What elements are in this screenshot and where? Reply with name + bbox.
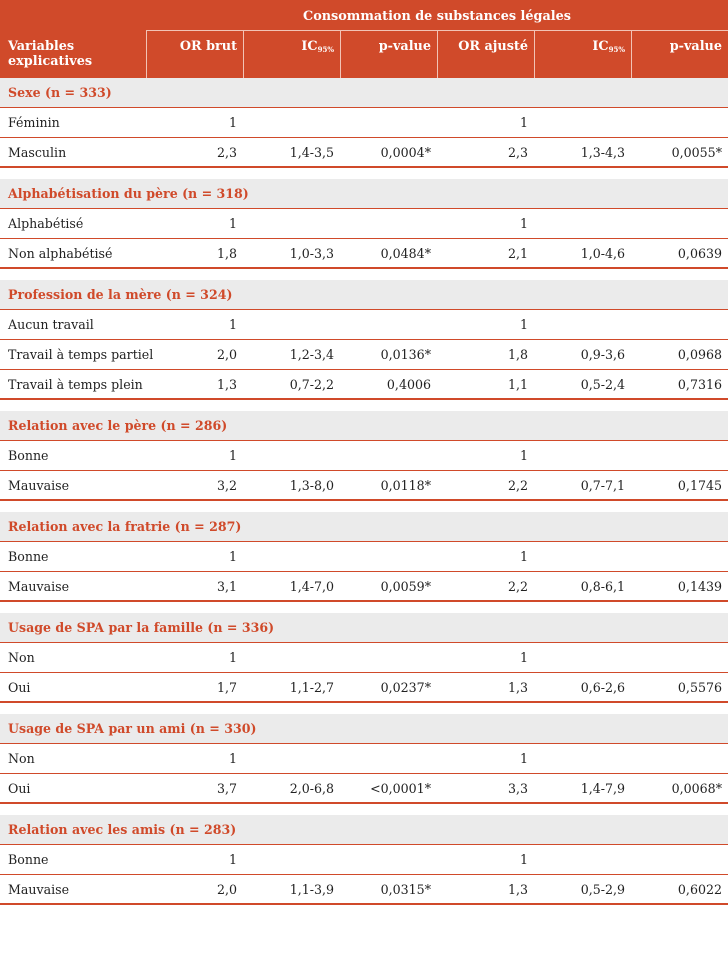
results-table <box>0 78 728 905</box>
table-row <box>0 441 728 471</box>
row-label: Oui <box>8 680 31 695</box>
table-row <box>0 875 728 905</box>
ic-brut-cell: 1,4-3,5 <box>289 145 334 160</box>
or-ajuste-cell: 1,3 <box>507 680 528 695</box>
or-brut-cell: 3,1 <box>216 579 237 594</box>
p-ajuste-cell: 0,0055* <box>671 145 722 160</box>
row-label: Alphabétisé <box>8 216 84 231</box>
header-or-ajuste: OR ajusté <box>458 39 528 54</box>
group-title: Relation avec le père (n = 286) <box>0 411 728 441</box>
or-ajuste-cell: 2,3 <box>507 145 528 160</box>
group-title: Usage de SPA par la famille (n = 336) <box>0 613 728 643</box>
p-brut-cell: <0,0001* <box>370 781 431 796</box>
p-ajuste-cell: 0,1439 <box>677 579 722 594</box>
p-brut-cell: 0,0484* <box>380 246 431 261</box>
ic-brut-cell: 1,1-3,9 <box>289 882 334 897</box>
ic-ajuste-cell: 0,5-2,9 <box>580 882 625 897</box>
p-brut-cell: 0,0237* <box>380 680 431 695</box>
ic-ajuste-cell: 0,8-6,1 <box>580 579 625 594</box>
row-label: Travail à temps partiel <box>8 347 154 362</box>
p-ajuste-cell: 0,7316 <box>677 377 722 392</box>
or-brut-cell: 1 <box>228 751 237 766</box>
row-label: Mauvaise <box>8 478 70 493</box>
header-variables: Variables explicatives <box>8 39 93 69</box>
or-ajuste-cell: 1 <box>519 751 528 766</box>
group-spacer <box>0 501 728 512</box>
row-label: Travail à temps plein <box>8 377 143 392</box>
or-brut-cell: 1 <box>228 549 237 564</box>
or-brut-cell: 2,3 <box>216 145 237 160</box>
row-label: Mauvaise <box>8 882 70 897</box>
row-label: Non <box>8 650 35 665</box>
table-row <box>0 310 728 340</box>
or-brut-cell: 1 <box>228 317 237 332</box>
table-supertitle: Consommation de substances légales <box>303 9 571 24</box>
ic-brut-cell: 2,0-6,8 <box>289 781 334 796</box>
or-ajuste-cell: 1,3 <box>507 882 528 897</box>
or-brut-cell: 1 <box>228 448 237 463</box>
or-ajuste-cell: 2,2 <box>507 579 528 594</box>
or-ajuste-cell: 2,1 <box>507 246 528 261</box>
or-ajuste-cell: 3,3 <box>507 781 528 796</box>
ic-brut-cell: 1,1-2,7 <box>289 680 334 695</box>
ic-ajuste-cell: 1,3-4,3 <box>580 145 625 160</box>
group-spacer <box>0 703 728 714</box>
table-row <box>0 744 728 774</box>
or-brut-cell: 1,8 <box>216 246 237 261</box>
ic-ajuste-cell: 0,7-7,1 <box>580 478 625 493</box>
or-brut-cell: 1 <box>228 115 237 130</box>
p-ajuste-cell: 0,6022 <box>677 882 722 897</box>
p-brut-cell: 0,0004* <box>380 145 431 160</box>
group-spacer <box>0 400 728 411</box>
or-brut-cell: 2,0 <box>216 347 237 362</box>
group-spacer <box>0 168 728 179</box>
group-title: Relation avec la fratrie (n = 287) <box>0 512 728 542</box>
or-ajuste-cell: 1 <box>519 549 528 564</box>
p-ajuste-cell: 0,0639 <box>677 246 722 261</box>
group-spacer <box>0 804 728 815</box>
ic-brut-cell: 1,4-7,0 <box>289 579 334 594</box>
table-row <box>0 845 728 875</box>
header-ic-ajuste <box>535 31 631 78</box>
or-ajuste-cell: 2,2 <box>507 478 528 493</box>
table-header <box>0 0 728 78</box>
p-ajuste-cell: 0,0968 <box>677 347 722 362</box>
or-brut-cell: 1 <box>228 650 237 665</box>
or-ajuste-cell: 1 <box>519 852 528 867</box>
group-title: Sexe (n = 333) <box>0 78 728 108</box>
or-ajuste-cell: 1,1 <box>507 377 528 392</box>
ic-ajuste-cell: 0,6-2,6 <box>580 680 625 695</box>
or-ajuste-cell: 1,8 <box>507 347 528 362</box>
row-label: Bonne <box>8 549 49 564</box>
table-row <box>0 542 728 572</box>
table-row <box>0 340 728 370</box>
or-ajuste-cell: 1 <box>519 317 528 332</box>
ic-brut-cell: 1,3-8,0 <box>289 478 334 493</box>
group-title: Profession de la mère (n = 324) <box>0 280 728 310</box>
header-ic-brut <box>244 31 340 78</box>
group-spacer <box>0 602 728 613</box>
group-title: Relation avec les amis (n = 283) <box>0 815 728 845</box>
or-ajuste-cell: 1 <box>519 650 528 665</box>
group-title: Alphabétisation du père (n = 318) <box>0 179 728 209</box>
p-ajuste-cell: 0,1745 <box>677 478 722 493</box>
ic-ajuste-cell: 0,5-2,4 <box>580 377 625 392</box>
ic-brut-cell: 0,7-2,2 <box>289 377 334 392</box>
group-spacer <box>0 269 728 280</box>
table-row <box>0 108 728 138</box>
table-row <box>0 239 728 269</box>
ic-brut-cell: 1,2-3,4 <box>289 347 334 362</box>
row-label: Bonne <box>8 852 49 867</box>
or-ajuste-cell: 1 <box>519 115 528 130</box>
table-row <box>0 673 728 703</box>
or-brut-cell: 1 <box>228 852 237 867</box>
row-label: Mauvaise <box>8 579 70 594</box>
row-label: Non <box>8 751 35 766</box>
header-p-ajuste: p-value <box>669 39 722 54</box>
table-row <box>0 774 728 804</box>
group-title: Usage de SPA par un ami (n = 330) <box>0 714 728 744</box>
table-row <box>0 138 728 168</box>
row-label: Aucun travail <box>8 317 94 332</box>
row-label: Bonne <box>8 448 49 463</box>
header-ic-ajuste-sub: 95% <box>608 45 625 54</box>
table-row <box>0 572 728 602</box>
row-label: Féminin <box>8 115 60 130</box>
p-brut-cell: 0,0059* <box>380 579 431 594</box>
table-row <box>0 370 728 400</box>
or-ajuste-cell: 1 <box>519 448 528 463</box>
p-ajuste-cell: 0,0068* <box>671 781 722 796</box>
or-brut-cell: 3,2 <box>216 478 237 493</box>
header-ic-ajuste-main: IC <box>592 39 609 54</box>
or-ajuste-cell: 1 <box>519 216 528 231</box>
row-label: Non alphabétisé <box>8 246 113 261</box>
or-brut-cell: 3,7 <box>216 781 237 796</box>
table-row <box>0 643 728 673</box>
header-ic-brut-sub: 95% <box>317 45 334 54</box>
header-ic-brut-main: IC <box>301 39 318 54</box>
header-p-brut: p-value <box>378 39 431 54</box>
or-brut-cell: 2,0 <box>216 882 237 897</box>
table-row <box>0 209 728 239</box>
ic-brut-cell: 1,0-3,3 <box>289 246 334 261</box>
or-brut-cell: 1 <box>228 216 237 231</box>
header-or-brut: OR brut <box>179 39 237 54</box>
p-brut-cell: 0,4006 <box>386 377 431 392</box>
ic-ajuste-cell: 1,4-7,9 <box>580 781 625 796</box>
p-ajuste-cell: 0,5576 <box>677 680 722 695</box>
ic-ajuste-cell: 0,9-3,6 <box>580 347 625 362</box>
row-label: Oui <box>8 781 31 796</box>
table-row <box>0 471 728 501</box>
p-brut-cell: 0,0118* <box>380 478 431 493</box>
or-brut-cell: 1,3 <box>216 377 237 392</box>
ic-ajuste-cell: 1,0-4,6 <box>580 246 625 261</box>
p-brut-cell: 0,0136* <box>380 347 431 362</box>
p-brut-cell: 0,0315* <box>380 882 431 897</box>
or-brut-cell: 1,7 <box>216 680 237 695</box>
row-label: Masculin <box>8 145 67 160</box>
